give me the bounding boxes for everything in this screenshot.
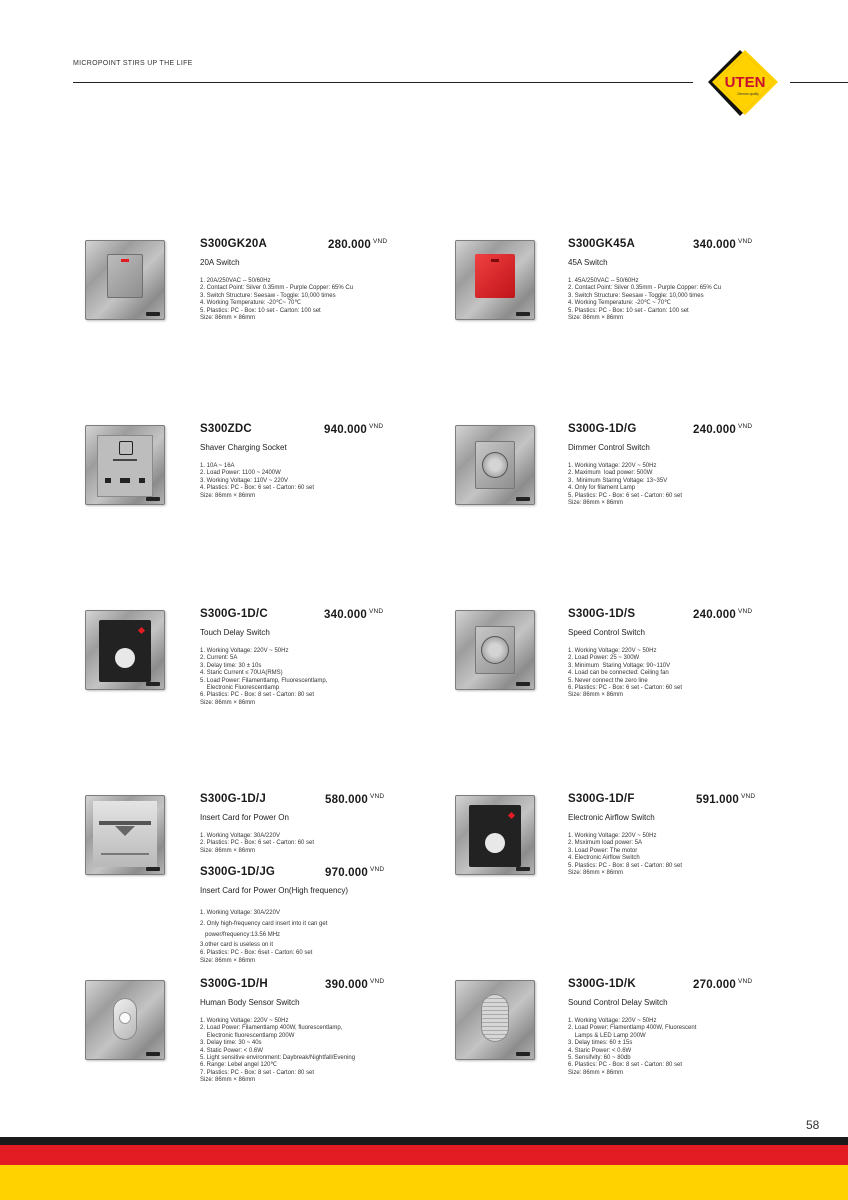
- product-code: S300G-1D/J: [200, 793, 266, 805]
- page-number: 58: [806, 1118, 820, 1132]
- footer-band-yellow: [0, 1165, 848, 1200]
- product-price: 970.000 $^{VND}$: [325, 866, 385, 879]
- product-code: S300G-1D/JG: [200, 866, 276, 878]
- product-price: 591.000 $^{VND}$: [696, 793, 756, 806]
- product-name: Dimmer Control Switch: [568, 443, 650, 452]
- product-code: S300G-1D/K: [568, 978, 636, 990]
- product-image-20a-switch: [85, 240, 165, 320]
- product-name: Speed Control Switch: [568, 628, 645, 637]
- header-rule-right: [790, 82, 848, 83]
- product-specs: 1. Working Voltage: 220V ~ 50Hz 2. Load Power: 25 ~ 300W 3. Minimum Staring Voltage: 90~110V 4. Load can be connected: Ceiling fan 5. Never connect the zero line 6. Plastics: PC - Box: 6 set - Carton: 60 set Size: 86mm × 86mm: [568, 648, 683, 699]
- logo-wordmark: UTEN: [724, 74, 766, 91]
- product-price: 340.000 $^{VND}$: [693, 238, 753, 251]
- product-name: Insert Card for Power On(High frequency): [200, 886, 349, 895]
- product-image-dimmer: [455, 425, 535, 505]
- product-code: S300G-1D/F: [568, 793, 635, 805]
- product-code: S300G-1D/C: [200, 608, 268, 620]
- product-name: Touch Delay Switch: [200, 628, 270, 637]
- product-name: 45A Switch: [568, 258, 608, 267]
- product-specs: 1. Working Voltage: 220V ~ 50Hz 2. Maximum load power: 500W 3. Minimum Staring Voltage: 13~35V 4. Only for filament Lamp 5. Plastics: PC - Box: 6 set - Carton: 60 set Size: 86mm × 86mm: [568, 463, 683, 507]
- footer-band-red: [0, 1145, 848, 1165]
- product-code: S300ZDC: [200, 423, 252, 435]
- product-image-shaver-socket: [85, 425, 165, 505]
- uten-logo: [700, 45, 790, 120]
- product-specs: 1. 10A ~ 16A 2. Load Power: 1100 ~ 2400W 3. Working Voltage: 110V ~ 220V 4. Plastics: PC - Box: 6 set - Carton: 60 set Size: 86mm × 86mm: [200, 463, 315, 499]
- product-price: 580.000 $^{VND}$: [325, 793, 385, 806]
- product-image-speed-control: [455, 610, 535, 690]
- product-image-sound-control: [455, 980, 535, 1060]
- product-name: Insert Card for Power On: [200, 813, 289, 822]
- product-code: S300G-1D/H: [200, 978, 268, 990]
- product-code: S300G-1D/G: [568, 423, 637, 435]
- product-image-card-switch: [85, 795, 165, 875]
- product-specs: 1. Working Voltage: 30A/220V 2. Only high-frequency card insert into it can get power/frequency:13.56 MHz 3.other card is useless on it 6. Plastics: PC - Box: 6set - Carton: 60 set Size: 86mm × 86mm: [200, 910, 328, 964]
- header-rule: [73, 82, 693, 83]
- product-code: S300GK45A: [568, 238, 636, 250]
- product-specs: 1. Working Voltage: 220V ~ 50Hz 2. Load Power: Filamentlamp 400W, fluorescentlamp, Electronic fluorescentlamp 200W 3. Delay time: 30 ~ 40s 4. Static Power: < 0.6W 5. Light sensitive environment: Daybreak/Nightfall/Evening 6. Range: Lebel angel 120℃ 7. Plastics: PC - Box: 8 set - Carton: 80 set Size: 86mm × 86mm: [200, 1018, 356, 1084]
- product-name: 20A Switch: [200, 258, 240, 267]
- product-name: Shaver Charging Socket: [200, 443, 287, 452]
- product-specs: 1. 20A/250VAC -- 50/60Hz 2. Contact Point: Silver 0.35mm - Purple Copper: 65% Cu 3. Switch Structure: Seesaw - Toggle: 10,000 times 4. Working Temperature: -20℃~ 70℃ 5. Plastics: PC - Box: 10 set - Carton: 100 set Size: 86mm × 86mm: [200, 278, 354, 322]
- logo-subtext: German quality: [737, 92, 759, 96]
- product-price: 340.000 $^{VND}$: [324, 608, 384, 621]
- product-image-airflow: [455, 795, 535, 875]
- product-name: Electronic Airflow Switch: [568, 813, 655, 822]
- product-image-body-sensor: [85, 980, 165, 1060]
- product-price: 270.000 $^{VND}$: [693, 978, 753, 991]
- product-name: Human Body Sensor Switch: [200, 998, 300, 1007]
- product-price: 240.000 $^{VND}$: [693, 608, 753, 621]
- product-price: 240.000 $^{VND}$: [693, 423, 753, 436]
- product-specs: 1. Working Voltage: 30A/220V 2. Plastics: PC - Box: 6 set - Carton: 60 set Size: 86mm × 86mm: [200, 833, 315, 854]
- product-price: 280.000 $^{VND}$: [328, 238, 388, 251]
- product-price: 940.000 $^{VND}$: [324, 423, 384, 436]
- product-price: 390.000 $^{VND}$: [325, 978, 385, 991]
- product-specs: 1. 45A/250VAC -- 50/60Hz 2. Contact Point: Silver 0.35mm - Purple Copper: 65% Cu 3. Switch Structure: Seesaw - Toggle: 10,000 times 4. Working Temperature: -20℃ ~ 70℃ 5. Plastics: PC - Box: 10 set - Carton: 100 set Size: 86mm × 86mm: [568, 278, 722, 322]
- product-specs: 1. Working Voltage: 220V ~ 50Hz 2. Current: 5A 3. Delay time: 30 ± 10s 4. Staric Current ≤ 70UA(RMS) 5. Load Power: Filamentlamp, Fluorescentlamp, Electronic Fluorescentlamp 6. Plastics: PC - Box: 8 set - Carton: 80 set Size: 86mm × 86mm: [200, 648, 328, 706]
- footer-band-black: [0, 1137, 848, 1145]
- product-specs: 1. Working Voltage: 220V ~ 50Hz 2. Load Power: Flamentlamp 400W, Fluorescent Lamps & LED Lamp 200W 3. Delay times: 60 ± 15s 4. Staric Power: < 0.6W 5. Sensifvity: 60 ~ 80db 6. Plastics: PC - Box: 8 set - Carton: 80 set Size: 86mm × 86mm: [568, 1018, 697, 1076]
- page-tagline: MICROPOINT STIRS UP THE LIFE: [73, 60, 193, 67]
- product-image-touch-delay: [85, 610, 165, 690]
- product-image-45a-switch: [455, 240, 535, 320]
- product-code: S300GK20A: [200, 238, 268, 250]
- product-specs: 1. Working Voltage: 220V ~ 50Hz 2. Msximum load power: 5A 3. Load Power: The motor 4. Electronic Airflow Switch 5. Plastics: PC - Box: 8 set - Carton: 80 set Size: 86mm × 86mm: [568, 833, 683, 877]
- product-name: Sound Control Delay Switch: [568, 998, 668, 1007]
- product-code: S300G-1D/S: [568, 608, 636, 620]
